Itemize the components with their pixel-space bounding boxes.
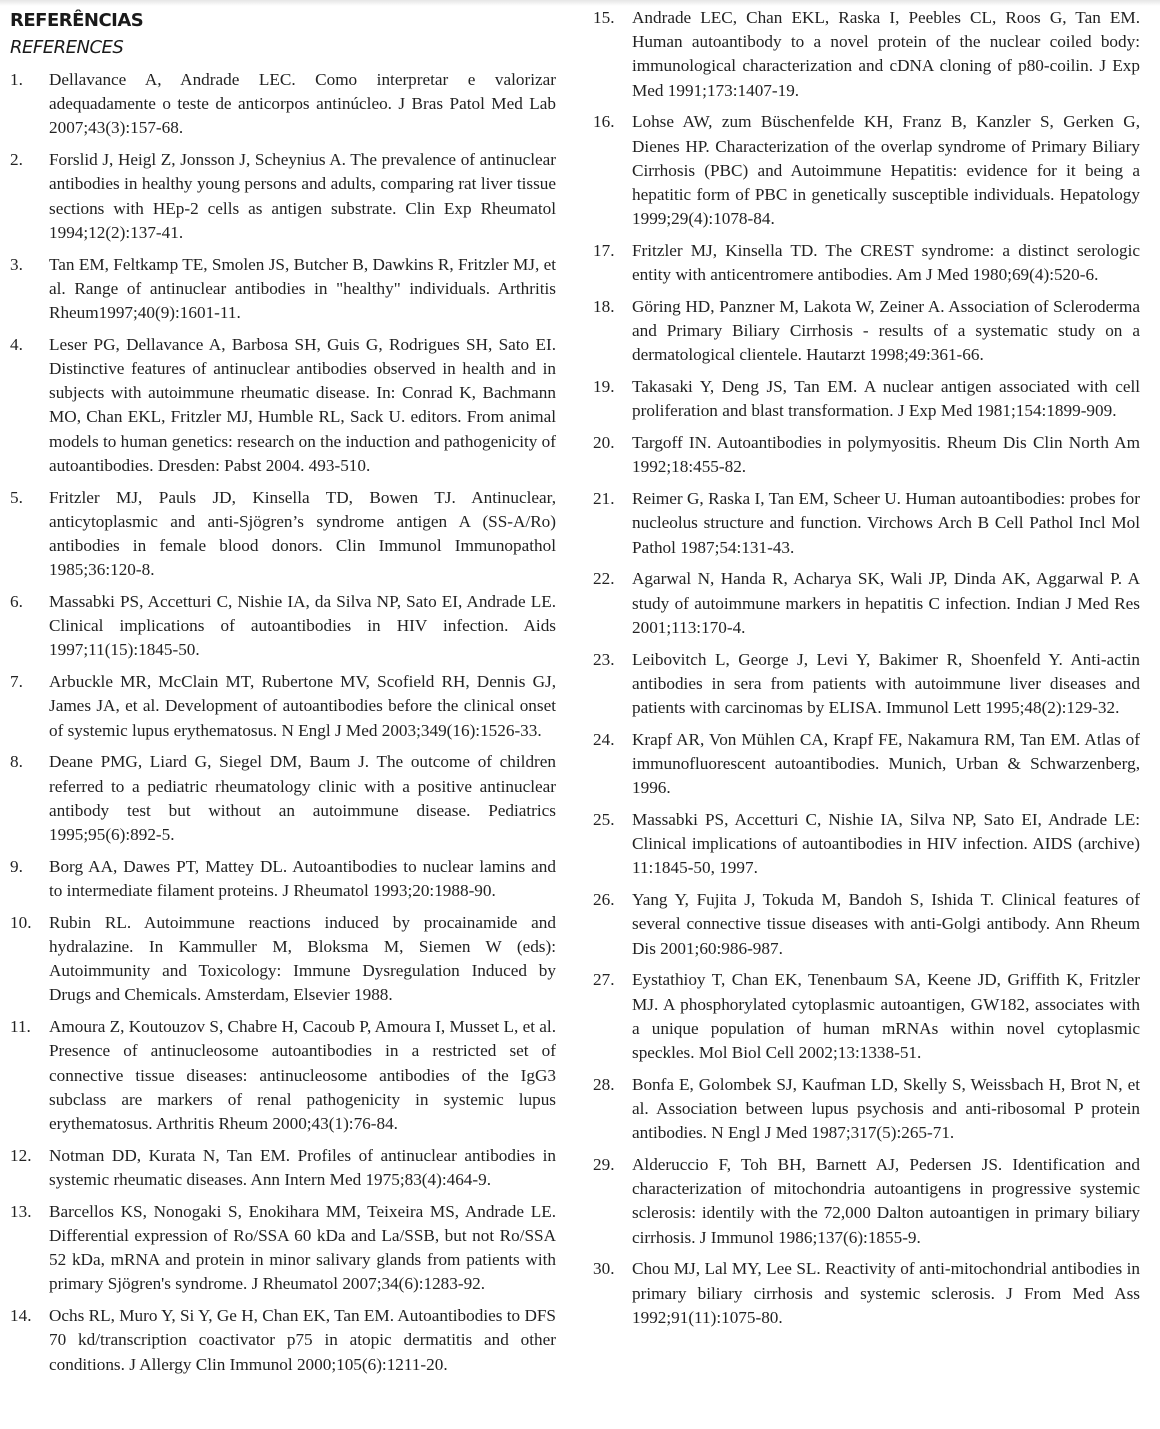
- reference-text: Eystathioy T, Chan EK, Tenenbaum SA, Keene JD, Griffith K, Fritzler MJ. A phosphorylated cytoplasmic autoantigen, GW182, associates with a unique population of human mRNAs within novel cytoplasmic speckles. Mol Biol Cell 2002;13:1338-51.: [632, 970, 1140, 1063]
- reference-item: [10, 750, 556, 847]
- reference-number: 1.: [10, 70, 23, 89]
- reference-number: 17.: [593, 241, 615, 261]
- reference-number: 23.: [593, 649, 615, 669]
- reference-text: Ochs RL, Muro Y, Si Y, Ge H, Chan EK, Tan EM. Autoantibodies to DFS 70 kd/transcription coactivator p75 in atopic dermatitis and other conditions. J Allergy Clin Immunol 2000;105(6):1211-20.: [49, 1306, 556, 1374]
- reference-item: [10, 68, 556, 141]
- reference-number: 9.: [10, 856, 23, 876]
- reference-text: Leibovitch L, George J, Levi Y, Bakimer R, Shoenfeld Y. Anti-actin antibodies in sera from patients with autoimmune liver diseases and patients with carcinomas by ELISA. Immunol Lett 1995;48(2):129-32.: [632, 649, 1140, 718]
- reference-text: Deane PMG, Liard G, Siegel DM, Baum J. The outcome of children referred to a pediatric rheumatology clinic with a positive antinuclear antibody test but without an autoimmune disease. Pediatrics 1995;95(6):892-5.: [49, 752, 556, 845]
- reference-number: 10.: [10, 912, 32, 932]
- reference-item: [593, 808, 1140, 881]
- reference-text: Massabki PS, Accetturi C, Nishie IA, Silva NP, Sato EI, Andrade LE: Clinical implications of autoantibodies in HIV infection. AIDS (archive) 11:1845-50, 1997.: [632, 810, 1140, 878]
- reference-text: Tan EM, Feltkamp TE, Smolen JS, Butcher B, Dawkins R, Fritzler MJ, et al. Range of antinuclear antibodies in "healthy" individuals. Arthritis Rheum1997;40(9):1601-11.: [49, 254, 556, 323]
- reference-text: Leser PG, Dellavance A, Barbosa SH, Guis G, Rodrigues SH, Sato EI. Distinctive features of antinuclear antibodies observed in health and in subjects with autoimmune rheumatic disease. In: Conrad K, Bachmann MO, Chan EKL, Fritzler MJ, Humble RL, Sack U. editors. From animal models to human genetics: research on the induction and pathogenicity of autoantibodies. Dresden: Pabst 2004. 493-510.: [49, 334, 556, 475]
- reference-text: Chou MJ, Lal MY, Lee SL. Reactivity of anti-mitochondrial antibodies in primary biliary cirrhosis and systemic sclerosis. J From Med Ass 1992;91(11):1075-80.: [632, 1259, 1140, 1327]
- reference-text: Krapf AR, Von Mühlen CA, Krapf FE, Nakamura RM, Tan EM. Atlas of immunofluorescent autoantibodies. Munich, Urban & Schwarzenberg, 1996.: [632, 729, 1140, 798]
- reference-text: Fritzler MJ, Pauls JD, Kinsella TD, Bowen TJ. Antinuclear, anticytoplasmic and anti-Sjögren’s syndrome antigen A (SS-A/Ro) antibodies in female blood donors. Clin Immunol Immunopathol 1985;36:120-8.: [49, 487, 556, 580]
- reference-number: 18.: [593, 297, 615, 317]
- reference-number: 8.: [10, 752, 23, 772]
- reference-item: [10, 911, 556, 1008]
- left-column: [10, 8, 556, 1384]
- reference-item: [10, 855, 556, 903]
- reference-number: 2.: [10, 150, 23, 170]
- reference-text: Lohse AW, zum Büschenfelde KH, Franz B, Kanzler S, Gerken G, Dienes HP. Characterization of the overlap syndrome of Primary Biliary Cirrhosis (PBC) and Autoimmune Hepatitis: evidence for it being a hepatitic form of PBC in genetically susceptible individuals. Hepatology 1999;29(4):1078-84.: [632, 112, 1140, 229]
- reference-text: Dellavance A, Andrade LEC. Como interpretar e valorizar adequadamente o teste de anticorpos antinúcleo. J Bras Patol Med Lab 2007;43(3):157-68.: [49, 70, 556, 138]
- reference-item: [593, 648, 1140, 721]
- reference-text: Reimer G, Raska I, Tan EM, Scheer U. Human autoantibodies: probes for nucleolus structure and function. Virchows Arch B Cell Pathol Incl Mol Pathol 1987;54:131-43.: [632, 489, 1140, 557]
- reference-item: [10, 1304, 556, 1377]
- reference-item: [593, 431, 1140, 479]
- right-column: [593, 6, 1140, 1338]
- section-subtitle: REFERENCES: [10, 37, 124, 58]
- reference-item: [10, 670, 556, 743]
- reference-item: [10, 486, 556, 583]
- reference-item: [10, 1200, 556, 1297]
- reference-number: 15.: [593, 8, 615, 27]
- reference-text: Fritzler MJ, Kinsella TD. The CREST syndrome: a distinct serologic entity with anticentromere antibodies. Am J Med 1980;69(4):520-6.: [632, 241, 1140, 285]
- reference-number: 5.: [10, 487, 23, 507]
- reference-list-left: [10, 68, 556, 1377]
- reference-item: [593, 728, 1140, 801]
- reference-number: 12.: [10, 1145, 32, 1165]
- reference-text: Barcellos KS, Nonogaki S, Enokihara MM, Teixeira MS, Andrade LE. Differential expression of Ro/SSA 60 kDa and La/SSB, but not Ro/SSA 52 kDa, mRNA and protein in minor salivary glands from patients with primary Sjögren's syndrome. J Rheumatol 2007;34(6):1283-92.: [49, 1201, 556, 1294]
- reference-item: [593, 1153, 1140, 1250]
- reference-text: Arbuckle MR, McClain MT, Rubertone MV, Scofield RH, Dennis GJ, James JA, et al. Development of autoantibodies before the clinical onset of systemic lupus erythematosus. N Engl J Med 2003;349(16):1526-33.: [49, 672, 556, 740]
- reference-number: 6.: [10, 592, 23, 612]
- reference-text: Andrade LEC, Chan EKL, Raska I, Peebles CL, Roos G, Tan EM. Human autoantibody to a novel protein of the nuclear coiled body: immunological characterization and cDNA cloning of p80-coilin. J Exp Med 1991;173:1407-19.: [632, 8, 1140, 100]
- reference-item: [593, 239, 1140, 287]
- reference-item: [10, 1015, 556, 1136]
- reference-text: Massabki PS, Accetturi C, Nishie IA, da Silva NP, Sato EI, Andrade LE. Clinical implications of autoantibodies in HIV infection. Aids 1997;11(15):1845-50.: [49, 592, 556, 660]
- reference-text: Takasaki Y, Deng JS, Tan EM. A nuclear antigen associated with cell proliferation and blast transformation. J Exp Med 1981;154:1899-909.: [632, 377, 1140, 421]
- reference-text: Yang Y, Fujita J, Tokuda M, Bandoh S, Ishida T. Clinical features of several connective tissue diseases with anti-Golgi antibody. Ann Rheum Dis 2001;60:986-987.: [632, 890, 1140, 958]
- reference-text: Rubin RL. Autoimmune reactions induced by procainamide and hydralazine. In Kammuller M, Bloksma M, Siemen W (eds): Autoimmunity and Toxicology: Immune Dysregulation Induced by Drugs and Chemicals. Amsterdam, Elsevier 1988.: [49, 912, 556, 1005]
- reference-number: 14.: [10, 1306, 32, 1326]
- reference-number: 29.: [593, 1155, 615, 1175]
- reference-item: [593, 487, 1140, 560]
- reference-text: Targoff IN. Autoantibodies in polymyositis. Rheum Dis Clin North Am 1992;18:455-82.: [632, 433, 1140, 477]
- reference-number: 27.: [593, 970, 615, 990]
- reference-item: [593, 1073, 1140, 1146]
- reference-number: 28.: [593, 1074, 615, 1094]
- reference-item: [593, 968, 1140, 1065]
- reference-number: 16.: [593, 112, 615, 132]
- reference-item: [593, 110, 1140, 231]
- reference-text: Bonfa E, Golombek SJ, Kaufman LD, Skelly S, Weissbach H, Brot N, et al. Association between lupus psychosis and anti-ribosomal P protein antibodies. N Engl J Med 1987;317(5):265-71.: [632, 1074, 1140, 1143]
- reference-text: Forslid J, Heigl Z, Jonsson J, Scheynius A. The prevalence of antinuclear antibodies in healthy young persons and adults, comparing rat liver tissue sections with HEp-2 cells as antigen substrate. Clin Exp Rheumatol 1994;12(2):137-41.: [49, 150, 556, 242]
- reference-number: 13.: [10, 1201, 32, 1221]
- reference-number: 7.: [10, 672, 23, 692]
- reference-number: 4.: [10, 334, 23, 354]
- reference-text: Amoura Z, Koutouzov S, Chabre H, Cacoub P, Amoura I, Musset L, et al. Presence of antinucleosome autoantibodies in a restricted set of connective tissue diseases: antinucleosome antibodies of the IgG3 subclass are markers of renal pathogenicity in systemic lupus erythematosus. Arthritis Rheum 2000;43(1):76-84.: [49, 1017, 556, 1134]
- reference-item: [593, 1257, 1140, 1330]
- reference-item: [10, 148, 556, 245]
- reference-number: 30.: [593, 1259, 615, 1279]
- reference-item: [593, 888, 1140, 961]
- reference-item: [10, 253, 556, 326]
- reference-item: [593, 295, 1140, 368]
- reference-number: 21.: [593, 489, 615, 509]
- reference-text: Notman DD, Kurata N, Tan EM. Profiles of antinuclear antibodies in systemic rheumatic diseases. Ann Intern Med 1975;83(4):464-9.: [49, 1145, 556, 1190]
- reference-text: Borg AA, Dawes PT, Mattey DL. Autoantibodies to nuclear lamins and to intermediate filament proteins. J Rheumatol 1993;20:1988-90.: [49, 856, 556, 901]
- section-title: REFERÊNCIAS: [10, 10, 144, 31]
- reference-number: 3.: [10, 254, 23, 274]
- reference-item: [10, 1144, 556, 1192]
- reference-item: [10, 590, 556, 663]
- reference-number: 22.: [593, 569, 615, 589]
- reference-item: [593, 375, 1140, 423]
- reference-list-right: [593, 6, 1140, 1330]
- reference-item: [593, 567, 1140, 640]
- reference-number: 11.: [10, 1017, 31, 1037]
- reference-number: 19.: [593, 377, 615, 397]
- reference-item: [10, 333, 556, 478]
- reference-number: 20.: [593, 433, 615, 453]
- reference-text: Agarwal N, Handa R, Acharya SK, Wali JP, Dinda AK, Aggarwal P. A study of autoimmune markers in hepatitis C infection. Indian J Med Res 2001;113:170-4.: [632, 569, 1140, 637]
- reference-number: 25.: [593, 810, 615, 830]
- reference-number: 24.: [593, 729, 615, 749]
- reference-text: Alderuccio F, Toh BH, Barnett AJ, Pedersen JS. Identification and characterization of mitochondria autoantigens in progressive systemic sclerosis: identily with the 72,000 Dalton autoantigen in primary biliary cirrhosis. J Immunol 1986;137(6):1855-9.: [632, 1155, 1140, 1247]
- reference-text: Göring HD, Panzner M, Lakota W, Zeiner A. Association of Scleroderma and Primary Biliary Cirrhosis - results of a systematic study on a dermatological clientele. Hautarzt 1998;49:361-66.: [632, 297, 1140, 365]
- reference-item: [593, 6, 1140, 103]
- reference-number: 26.: [593, 890, 615, 910]
